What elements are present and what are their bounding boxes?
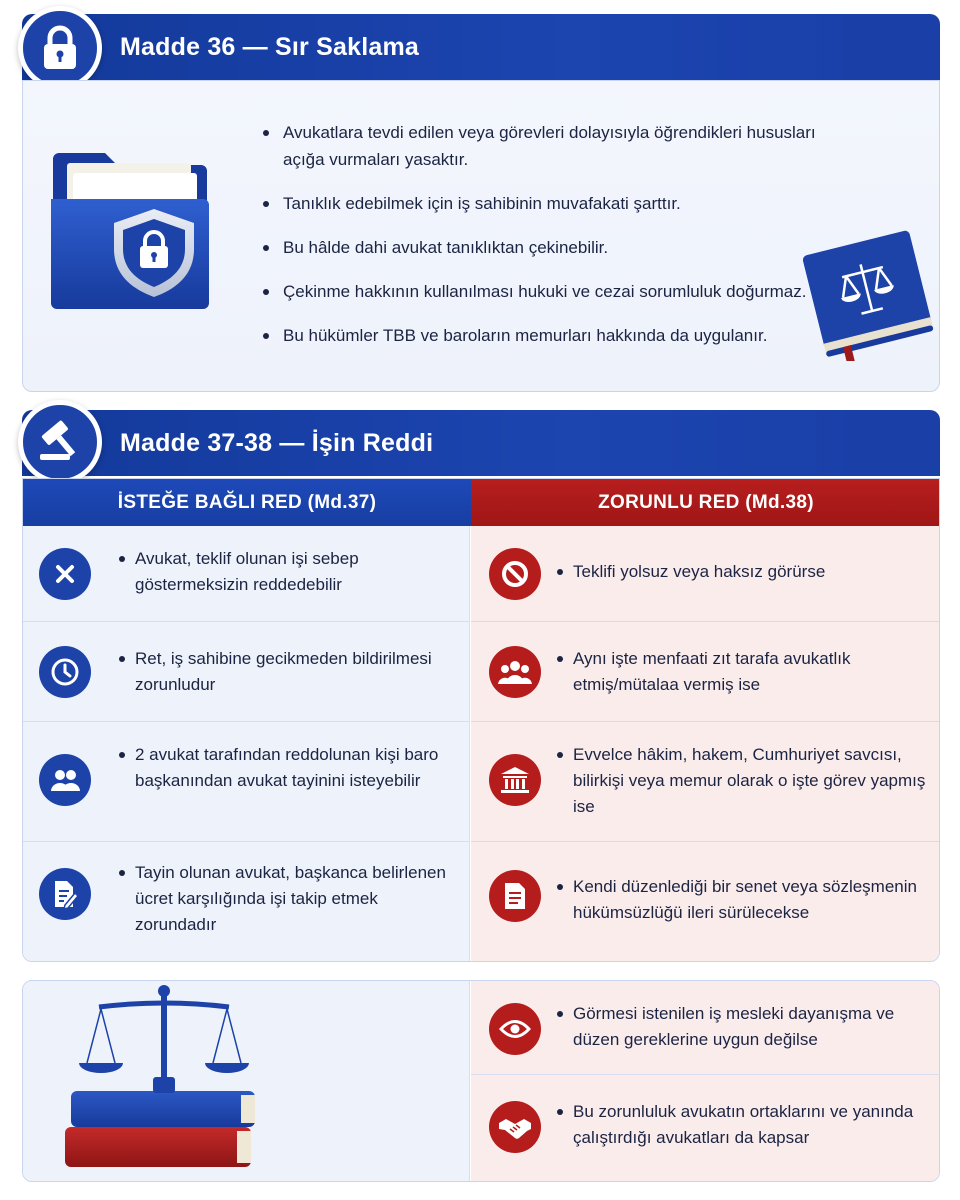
folder-shield-icon [47, 143, 217, 315]
table-cell-text: Avukat, teklif olunan işi sebep göstermeksizin reddedebilir [119, 546, 455, 598]
table-row [23, 842, 469, 962]
clock-icon [39, 646, 91, 698]
document-edit-icon [39, 868, 91, 920]
table-cell-text: Görmesi istenilen iş mesleki dayanışma ve düzen gereklerine uygun değilse [557, 1001, 927, 1053]
table-row [471, 842, 940, 962]
x-icon [39, 548, 91, 600]
table-row [471, 622, 940, 722]
table-cell-text: Kendi düzenlediği bir senet veya sözleşmenin hükümsüzlüğü ileri sürülecekse [557, 874, 927, 926]
section1-bullet-list [261, 119, 821, 366]
table-row [471, 981, 940, 1075]
table-row [471, 526, 940, 622]
scales-of-justice-icon [61, 981, 301, 1181]
table-cell-text: 2 avukat tarafından reddolunan kişi baro başkanından avukat tayinini isteyebilir [119, 742, 455, 794]
section1-card [22, 80, 940, 392]
group-icon [489, 646, 541, 698]
list-item: Bu hükümler TBB ve baroların memurları hakkında da uygulanır. [261, 322, 821, 349]
table-cell-text: Teklifi yolsuz veya haksız görürse [557, 559, 927, 585]
illustration-area [23, 981, 470, 1181]
optional-refusal-column [23, 526, 470, 961]
table-cell-text: Aynı işte menfaati zıt tarafa avukatlık etmiş/mütalaa vermiş ise [557, 646, 927, 698]
document-icon [489, 870, 541, 922]
table-row [23, 526, 469, 622]
list-item: Çekinme hakkının kullanılması hukuki ve cezai sorumluluk doğurmaz. [261, 278, 821, 305]
section1-header [22, 14, 940, 80]
list-item: Tanıklık edebilmek için iş sahibinin muvafakati şarttır. [261, 190, 821, 217]
section2-header [22, 410, 940, 476]
law-book-icon [795, 227, 945, 361]
red-comparison-table [22, 478, 940, 962]
table-cell-text: Tayin olunan avukat, başkanca belirlenen ücret karşılığında işi takip etmek zorundadır [119, 860, 455, 938]
table-row [471, 722, 940, 842]
lock-badge-icon [18, 6, 102, 90]
users-icon [39, 754, 91, 806]
prohibited-icon [489, 548, 541, 600]
courthouse-icon [489, 754, 541, 806]
list-item: Bu hâlde dahi avukat tanıklıktan çekinebilir. [261, 234, 821, 261]
table-cell-text: Ret, iş sahibine gecikmeden bildirilmesi zorunludur [119, 646, 455, 698]
eye-icon [489, 1003, 541, 1055]
list-item: Avukatlara tevdi edilen veya görevleri dolayısıyla öğrendikleri hususları açığa vurmaları yasaktır. [261, 119, 821, 173]
optional-refusal-header: İSTEĞE BAĞLI RED (Md.37) [23, 479, 471, 526]
table-cell-text: Bu zorunluluk avukatın ortaklarını ve yanında çalıştırdığı avukatları da kapsar [557, 1099, 927, 1151]
table-row [471, 1075, 940, 1182]
table-row [23, 622, 469, 722]
handshake-icon [489, 1101, 541, 1153]
section1-title: Madde 36 — Sır Saklama [120, 33, 419, 61]
continuation-card [22, 980, 940, 1182]
mandatory-refusal-column [471, 526, 940, 961]
gavel-badge-icon [18, 400, 102, 484]
mandatory-refusal-header: ZORUNLU RED (Md.38) [471, 479, 940, 526]
table-row [23, 722, 469, 842]
section2-title: Madde 37-38 — İşin Reddi [120, 429, 434, 457]
mandatory-refusal-continued [471, 981, 940, 1181]
table-cell-text: Evvelce hâkim, hakem, Cumhuriyet savcısı, bilirkişi veya memur olarak o işte görev yapmış ise [557, 742, 927, 820]
